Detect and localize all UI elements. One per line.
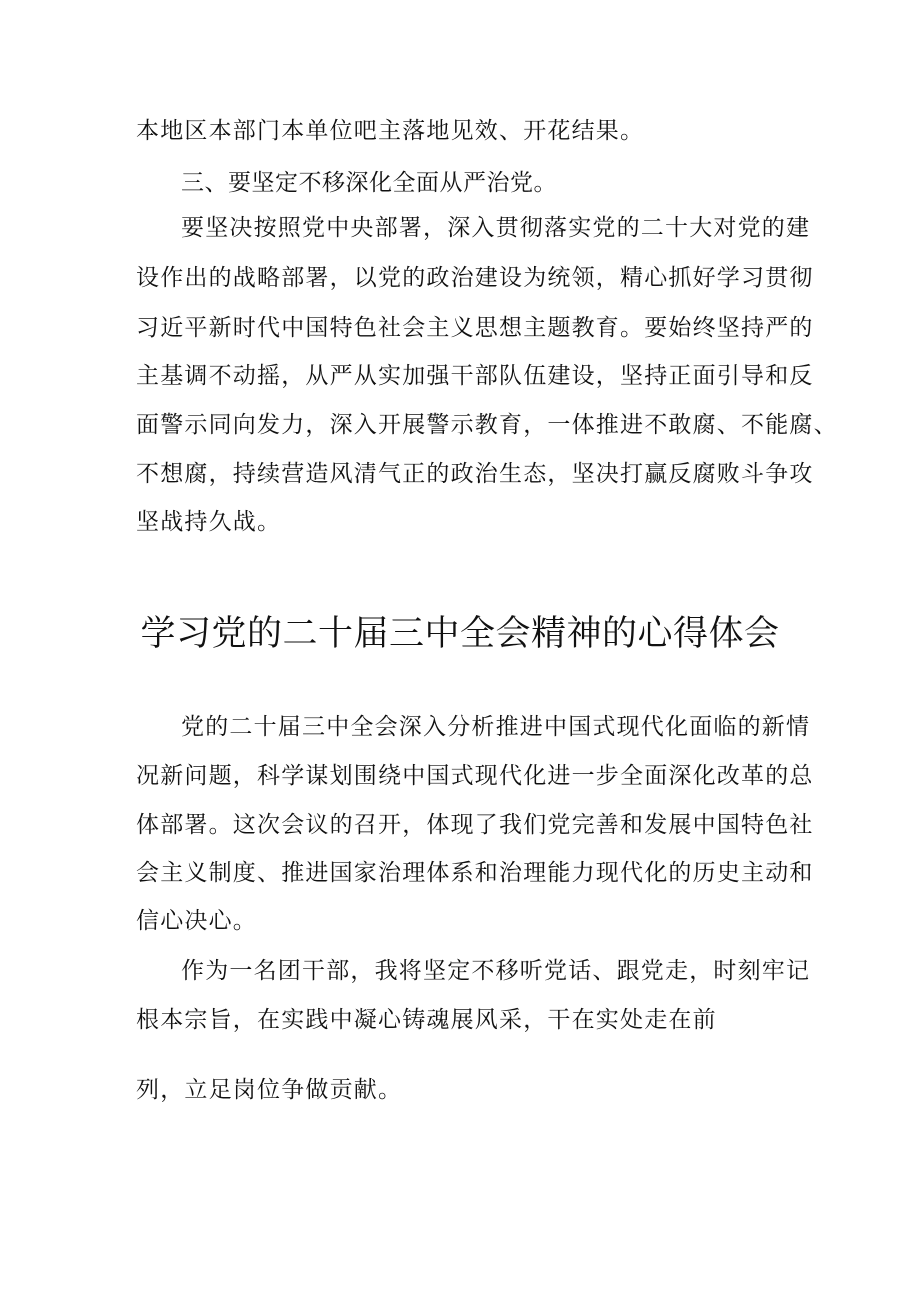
paragraph-line: 习近平新时代中国特色社会主义思想主题教育。要始终坚持严的 bbox=[136, 315, 814, 341]
paragraph-line: 况新问题，科学谋划围绕中国式现代化进一步全面深化改革的总 bbox=[136, 763, 814, 789]
paragraph-line: 根本宗旨，在实践中凝心铸魂展风采，干在实处走在前 bbox=[136, 1007, 717, 1033]
continuation-text: 本地区本部门本单位吧主落地见效、开花结果。 bbox=[136, 118, 645, 144]
paragraph-line: 作为一名团干部，我将坚定不移听党话、跟党走，时刻牢记 bbox=[181, 958, 811, 984]
paragraph-line: 列，立足岗位争做贡献。 bbox=[136, 1077, 403, 1103]
paragraph-line: 设作出的战略部署，以党的政治建设为统领，精心抓好学习贯彻 bbox=[136, 265, 814, 291]
paragraph-line: 党的二十届三中全会深入分析推进中国式现代化面临的新情 bbox=[181, 714, 811, 740]
section-heading: 三、要坚定不移深化全面从严治党。 bbox=[181, 170, 557, 196]
paragraph-line: 坚战持久战。 bbox=[136, 509, 282, 535]
paragraph-line: 要坚决按照党中央部署，深入贯彻落实党的二十大对党的建 bbox=[181, 215, 811, 241]
paragraph-line: 不想腐，持续营造风清气正的政治生态，坚决打赢反腐败斗争攻 bbox=[136, 461, 814, 487]
paragraph-line: 面警示同向发力，深入开展警示教育，一体推进不敢腐、不能腐、 bbox=[136, 412, 838, 438]
article-title: 学习党的二十届三中全会精神的心得体会 bbox=[140, 614, 780, 654]
paragraph-line: 主基调不动摇，从严从实加强干部队伍建设，坚持正面引导和反 bbox=[136, 363, 814, 389]
paragraph-line: 会主义制度、推进国家治理体系和治理能力现代化的历史主动和 bbox=[136, 860, 814, 886]
paragraph-line: 信心决心。 bbox=[136, 908, 257, 934]
paragraph-line: 体部署。这次会议的召开，体现了我们党完善和发展中国特色社 bbox=[136, 812, 814, 838]
